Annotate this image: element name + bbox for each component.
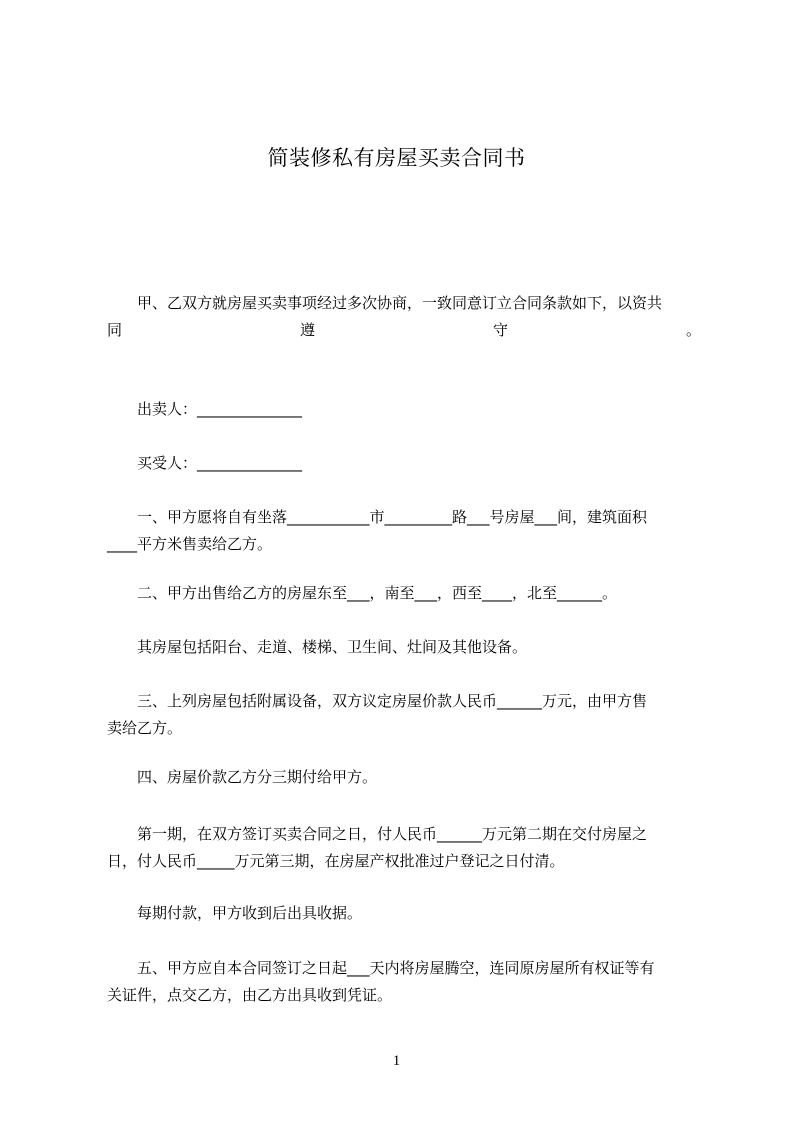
payment-line-2: 日，付人民币_____万元第三期，在房屋产权批准过户登记之日付清。 [107,852,565,870]
buyer-label: 买受人：______________ [137,454,303,472]
intro-char: 。 [685,321,701,339]
clause-4 [107,764,701,791]
clause-2 [107,580,701,607]
clause-1-line-1: 一、甲方愿将自有坐落___________市_________路___号房屋___间，建筑面积 [137,508,648,526]
clause-4-text: 四、房屋价款乙方分三期付给甲方。 [137,768,378,786]
clause-1 [107,504,701,558]
payment-note [107,900,701,927]
clause-3-line-1: 三、上列房屋包括附属设备，双方议定房屋价款人民币______万元，由甲方售 [137,692,648,710]
buyer-line [107,450,701,477]
page-number: 1 [392,1053,401,1069]
intro-char: 遵 [299,321,315,339]
clause-5-line-1: 五、甲方应自本合同签订之日起___天内将房屋腾空，连同原房屋所有权证等有 [137,959,655,977]
clause-3-line-2: 卖给乙方。 [107,719,183,737]
clause-5-line-2: 关证件，点交乙方，由乙方出具收到凭证。 [107,986,393,1004]
clause-1-line-2: ____平方米售卖给乙方。 [107,535,273,553]
intro-char: 守 [492,321,508,339]
seller-label: 出卖人：______________ [137,400,303,418]
payment-line-1: 第一期，在双方签订买卖合同之日，付人民币______万元第二期在交付房屋之 [137,825,648,843]
intro-char: 同 [107,321,123,339]
seller-line [107,396,701,423]
intro-line-1: 甲、乙双方就房屋买卖事项经过多次协商，一致同意订立合同条款如下，以资共 [137,294,663,312]
clause-2-text: 二、甲方出售给乙方的房屋东至___，南至___，西至____，北至______。 [137,584,618,602]
clause-2-note [107,634,701,661]
clause-5 [107,955,701,1009]
document-title: 简装修私有房屋买卖合同书 [267,146,526,170]
payment-schedule [107,821,701,875]
payment-note-text: 每期付款，甲方收到后出具收据。 [137,904,363,922]
clause-2-note-text: 其房屋包括阳台、走道、楼梯、卫生间、灶间及其他设备。 [137,638,528,656]
intro-line-2 [107,317,701,344]
clause-3 [107,688,701,742]
intro-paragraph [107,290,701,344]
